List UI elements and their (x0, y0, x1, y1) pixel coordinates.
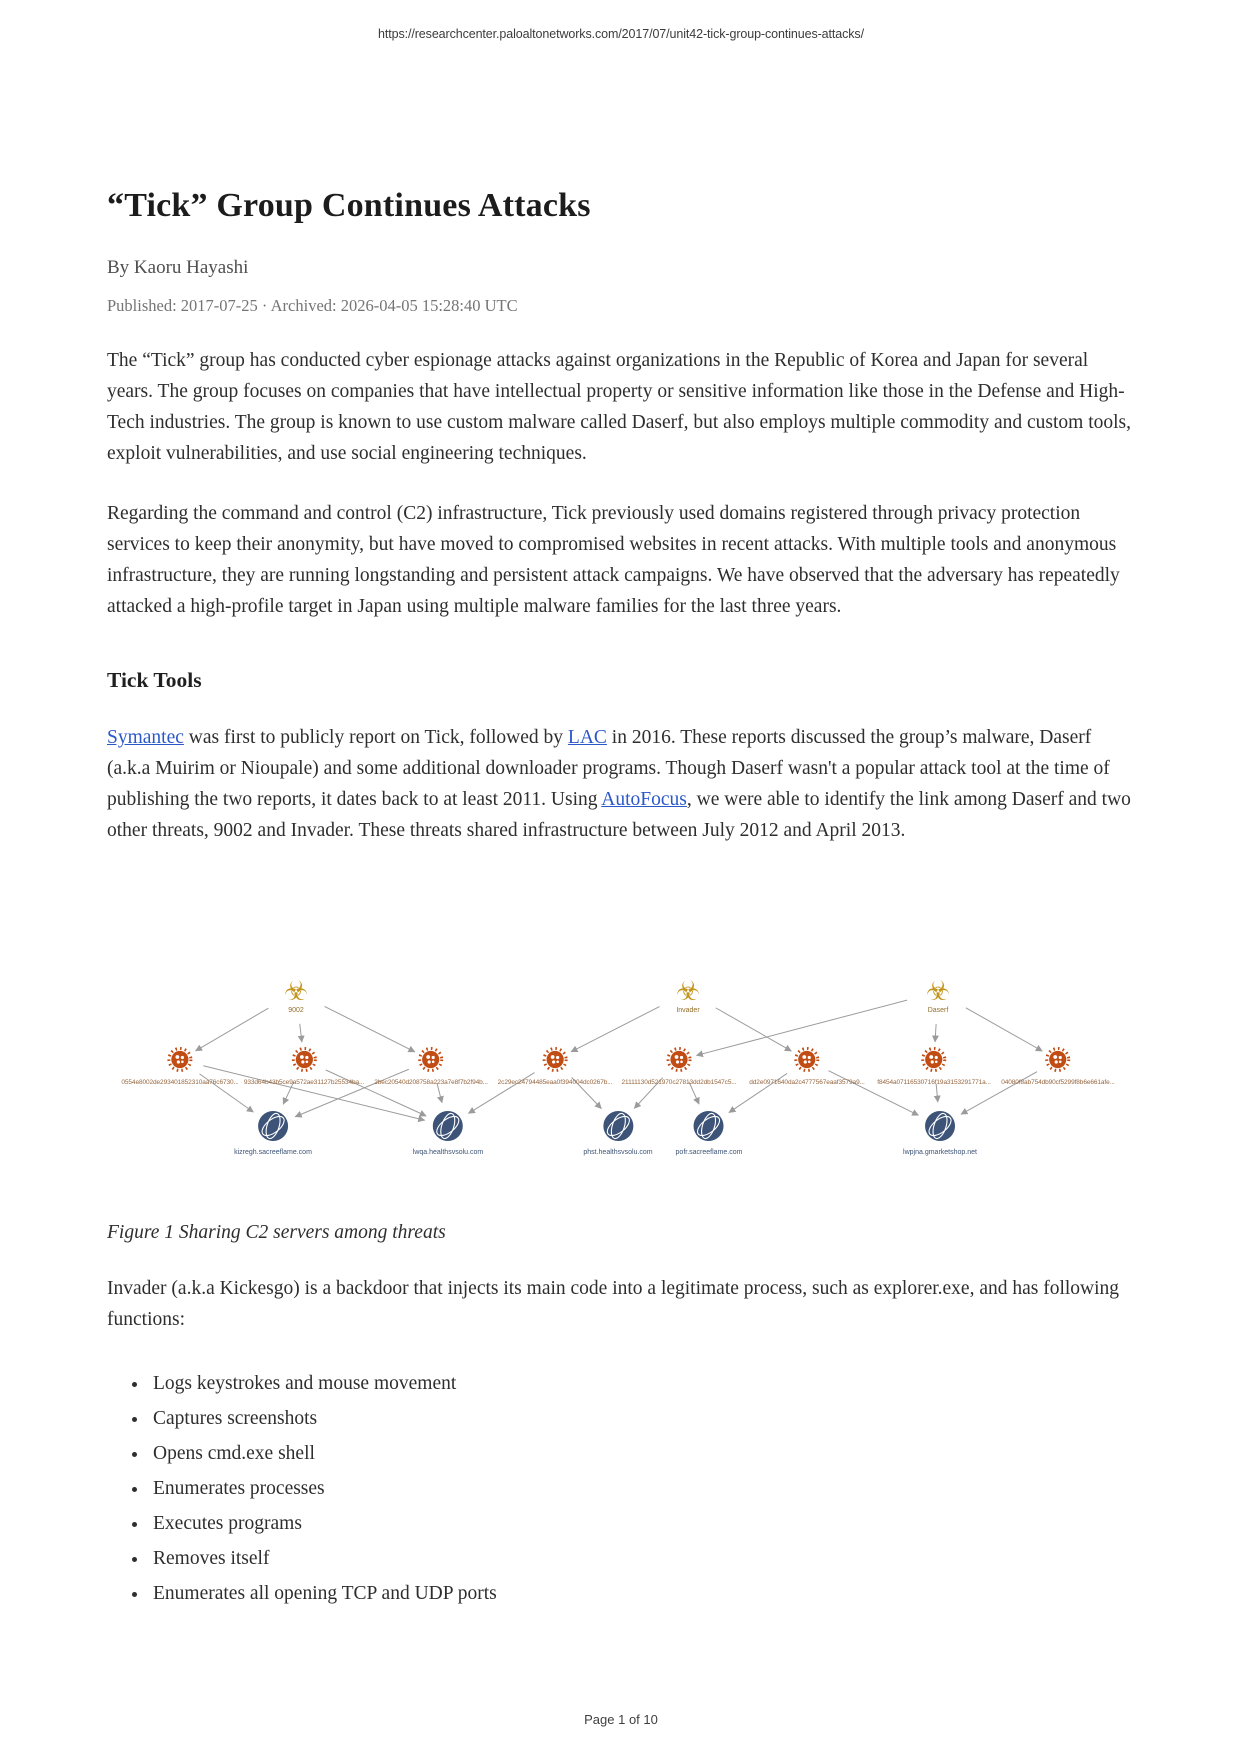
lac-link[interactable]: LAC (567, 727, 607, 749)
globe-icon (692, 1109, 726, 1143)
list-item: • Captures screenshots (149, 1403, 1138, 1434)
page-number: Page 1 of 10 (584, 1712, 658, 1727)
c2-server-node (903, 1109, 977, 1156)
byline: By Kaoru Hayashi (107, 257, 249, 279)
page-title: “Tick” Group Continues Attacks (107, 187, 591, 224)
article-paragraph: Invader (a.k.a Kickesgo) is a backdoor that injects its main code into a legitimate process, such as explorer.exe, and has following functions: (107, 1278, 1120, 1331)
article-content (107, 0, 1138, 1613)
c2-server-node-label: lwpjna.gmarketshop.net (903, 1149, 977, 1157)
c2-server-node (583, 1109, 652, 1156)
edge-arrow (716, 1008, 792, 1051)
c2-server-node (413, 1109, 483, 1156)
list-item: • Removes itself (149, 1543, 1138, 1574)
sample-node (622, 1046, 737, 1086)
figure-c2-sharing-diagram (0, 874, 1242, 1174)
sample-node (121, 1046, 238, 1086)
figure-caption: Figure 1 Sharing C2 servers among threats (107, 1222, 446, 1244)
list-item: • Enumerates all opening TCP and UDP ports (149, 1578, 1138, 1609)
sample-node-label: 0554e8002de293401852310aa76c6730... (121, 1079, 239, 1087)
edge-arrow (196, 1008, 269, 1051)
threat-node (926, 978, 950, 1014)
sample-node-label: f8454a07116530716f19a3153291771a... (877, 1079, 991, 1087)
malware-icon (794, 1046, 821, 1073)
list-item: • Opens cmd.exe shell (149, 1438, 1138, 1469)
sample-node (1001, 1046, 1115, 1086)
list-item: • Logs keystrokes and mouse movement (149, 1368, 1138, 1399)
edge-arrow (935, 1024, 936, 1042)
edge-arrow (936, 1084, 938, 1102)
sample-node (877, 1046, 991, 1086)
threat-node-label: Daserf (927, 1007, 949, 1015)
sample-node (498, 1046, 613, 1086)
c2-server-node-label: phst.healthsvsolu.com (583, 1149, 653, 1157)
section-heading: Tick Tools (107, 668, 202, 693)
list-item: • Enumerates processes (149, 1473, 1138, 1504)
c2-server-node (676, 1109, 743, 1156)
malware-icon (665, 1046, 692, 1073)
globe-icon (431, 1109, 465, 1143)
symantec-link[interactable]: Symantec (107, 727, 184, 749)
malware-icon (921, 1046, 948, 1073)
globe-icon (256, 1109, 290, 1143)
threat-node (676, 978, 700, 1014)
sample-node-label: 21111130d521970c27813dd2db1547c5... (621, 1079, 737, 1087)
sample-node (749, 1046, 864, 1086)
c2-server-node (234, 1109, 312, 1156)
edge-arrow (300, 1024, 302, 1042)
c2-server-node-label: lwqa.healthsvsolu.com (412, 1149, 484, 1157)
invader-functions-list (107, 1368, 1138, 1609)
edge-arrow (437, 1083, 442, 1103)
malware-icon (1044, 1046, 1071, 1073)
article-paragraph: The “Tick” group has conducted cyber espionage attacks against organizations in the Republic of Korea and Japan for several years. The group focuses on companies that have intellectual property or sensitive information like those in the Defense and High-Tech industries. The group is known to use custom malware called Daserf, but also employs multiple commodity and custom tools, exploit vulnerabilities, and use social engineering techniques. (107, 350, 1132, 465)
sample-node-label: dd2e0971640da2c4777567eaaf3579a9... (749, 1079, 865, 1087)
malware-icon (290, 1046, 317, 1073)
edge-arrow (966, 1008, 1042, 1051)
sample-node-label: 933d64b43b5ce9a572ae31127b25534ba... (243, 1079, 365, 1087)
globe-icon (601, 1109, 635, 1143)
c2-server-node-label: pofr.sacreeflame.com (675, 1149, 743, 1157)
biohazard-icon: ☣ (675, 976, 701, 1008)
sample-node (374, 1046, 488, 1086)
list-item: • Executes programs (149, 1508, 1138, 1539)
autofocus-link[interactable]: AutoFocus (601, 789, 687, 811)
biohazard-icon: ☣ (925, 976, 951, 1008)
published-line: Published: 2017-07-25 · Archived: 2026-04-05 15:28:40 UTC (107, 296, 518, 316)
threat-node-label: 9002 (288, 1007, 304, 1015)
sample-node (244, 1046, 364, 1086)
globe-icon (923, 1109, 957, 1143)
sample-node-label: 2c29ec24794485eaa0f394004dc0267b... (497, 1079, 613, 1087)
sample-node-label: 04080f8ab754db90cf5299f8b6e661afe... (1001, 1079, 1115, 1087)
article-paragraph-with-links: Symantec was first to publicly report on Tick, followed by LAC in 2016. These reports discussed the group’s malware, Daserf (a.k.a Muirim or Nioupale) and some additional downloader programs. Though Daserf wasn't a popular attack tool at the time of publishing the two reports, it dates back to at least 2011. Using AutoFocus, we were able to identify the link among Daserf and two other threats, 9002 and Invader. These threats shared infrastructure between July 2012 and April 2013. (107, 727, 1131, 842)
biohazard-icon: ☣ (283, 976, 309, 1008)
malware-icon (541, 1046, 568, 1073)
print-header-url: https://researchcenter.paloaltonetworks.com/2017/07/unit42-tick-group-continues-attacks/ (378, 27, 864, 41)
sample-node-label: 2bec20540d208758a223a7e8f7b2f94b... (374, 1079, 488, 1087)
article-paragraph: Regarding the command and control (C2) infrastructure, Tick previously used domains registered through privacy protection services to keep their anonymity, but have moved to compromised websites in recent attacks. With multiple tools and anonymous infrastructure, they are running longstanding and persistent attack campaigns. We have observed that the adversary has repeatedly attacked a high-profile target in Japan using multiple malware families for the last three years. (107, 503, 1120, 618)
c2-server-node-label: kizregh.sacreeflame.com (234, 1149, 312, 1157)
threat-node-label: Invader (676, 1007, 700, 1015)
threat-node (284, 978, 308, 1014)
malware-icon (166, 1046, 193, 1073)
malware-icon (418, 1046, 445, 1073)
